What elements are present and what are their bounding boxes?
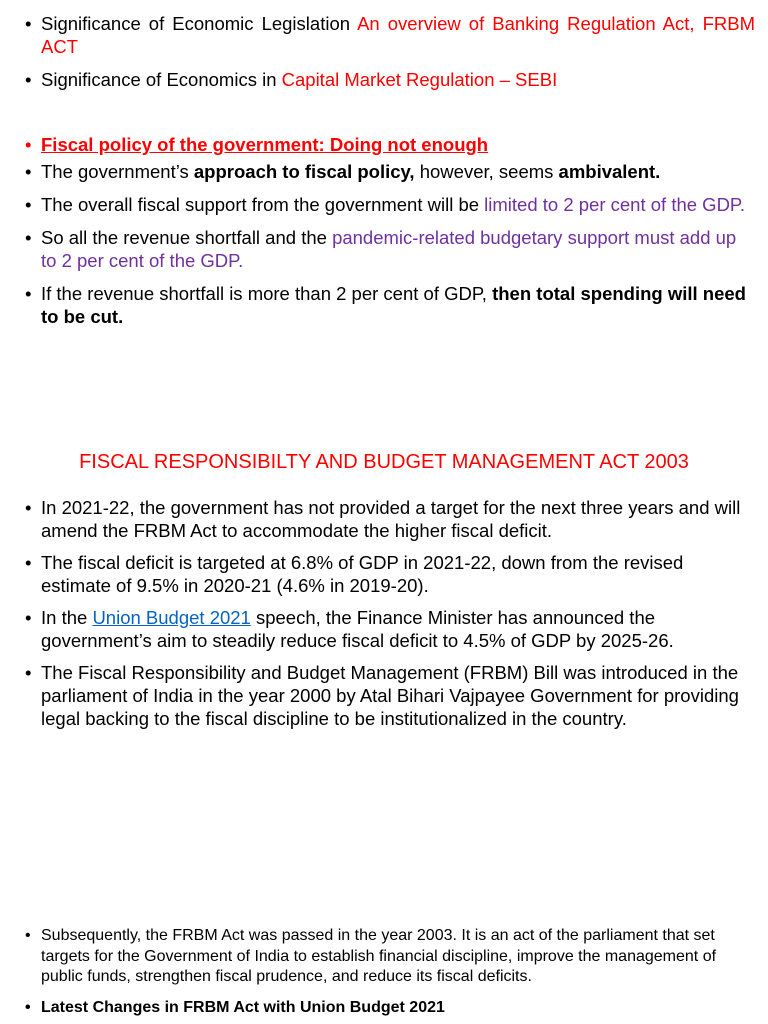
bullet-text: The government’s bbox=[41, 161, 194, 182]
section-frbm-act bbox=[25, 926, 755, 1018]
bullet-spending-cut bbox=[25, 282, 755, 328]
section-frbm bbox=[25, 496, 755, 730]
bullet-highlight: Capital Market Regulation – SEBI bbox=[281, 69, 558, 90]
bullet-text: If the revenue shortfall is more than 2 per cent of GDP, bbox=[41, 283, 493, 304]
bullet-highlight: pandemic-related budgetary support must add up to 2 per cent of the GDP. bbox=[41, 227, 737, 271]
section-title-text: Fiscal policy of the government: Doing not enough bbox=[41, 134, 489, 155]
bullet-text: Significance of Economics in bbox=[41, 69, 282, 90]
bullet-target: • In 2021-22, the government has not provided a target for the next three years and will amend the FRBM Act to accommodate the higher fiscal deficit. bbox=[25, 496, 755, 542]
bullet-text: So all the revenue shortfall and the bbox=[41, 227, 333, 248]
bullet-frbm-bill: • The Fiscal Responsibility and Budget Management (FRBM) Bill was introduced in the parliament of India in the year 2000 by Atal Bihari Vajpayee Government for providing legal backing to the fiscal discipline to be institutionalized in the country. bbox=[25, 661, 755, 730]
bullet-deficit: • The fiscal deficit is targeted at 6.8% of GDP in 2021-22, down from the revised estimate of 9.5% in 2020-21 (4.6% in 2019-20). bbox=[25, 551, 755, 597]
bullet-bold: then total spending will need to be cut. bbox=[41, 283, 746, 327]
union-budget-link[interactable]: Union Budget 2021 bbox=[92, 607, 251, 628]
bullet-highlight: limited to 2 per cent of the GDP. bbox=[484, 194, 746, 215]
bullet-fiscal-support bbox=[25, 193, 755, 216]
bullet-approach bbox=[25, 160, 755, 183]
bullet-capital-market bbox=[25, 68, 755, 91]
bullet-highlight: An overview of Banking Regulation Act, FRBM ACT bbox=[41, 13, 755, 57]
bullet-text: The overall fiscal support from the government will be bbox=[41, 194, 485, 215]
bullet-text: Significance of Economic Legislation bbox=[41, 13, 358, 34]
page-heading: FISCAL RESPONSIBILTY AND BUDGET MANAGEMENT ACT 2003 bbox=[79, 451, 689, 473]
bullet-union-budget bbox=[25, 606, 755, 652]
section-legislation bbox=[25, 12, 755, 91]
bullet-frbm-passed: • Subsequently, the FRBM Act was passed in the year 2003. It is an act of the parliament that set targets for the Government of India to establish financial discipline, improve the management of public funds, strengthen fiscal prudence, and reduce its fiscal deficits. bbox=[25, 926, 755, 988]
bullet-revenue-shortfall bbox=[25, 226, 755, 272]
section-title bbox=[25, 133, 755, 156]
bullet-latest-changes: • Latest Changes in FRBM Act with Union Budget 2021 bbox=[25, 998, 755, 1019]
bullet-economic-legislation bbox=[25, 12, 755, 58]
bullet-text: however, seems bbox=[414, 161, 559, 182]
bullet-bold: ambivalent. bbox=[558, 161, 661, 182]
bullet-text: speech, the Finance Minister has announced the government’s aim to steadily reduce fiscal deficit to 4.5% of GDP by 2025-26. bbox=[41, 607, 674, 651]
section-fiscal-policy bbox=[25, 133, 755, 328]
bullet-bold: approach to fiscal policy, bbox=[193, 161, 415, 182]
bullet-text: In the bbox=[41, 607, 93, 628]
